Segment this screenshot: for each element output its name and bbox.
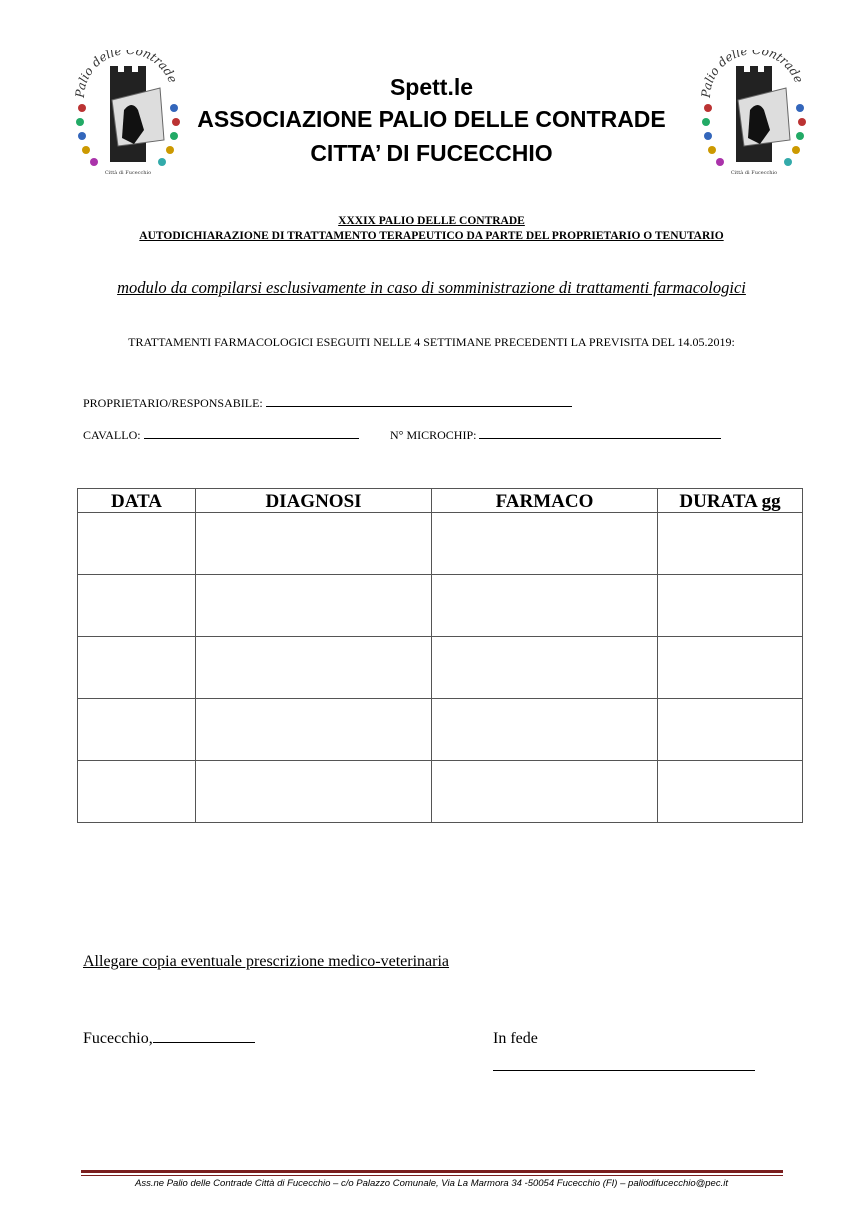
treatments-intro: TRATTAMENTI FARMACOLOGICI ESEGUITI NELLE 4 SETTIMANE PRECEDENTI LA PREVISITA DEL 14.05.2019:	[128, 335, 735, 349]
table-cell[interactable]	[432, 513, 658, 575]
table-cell[interactable]	[78, 699, 196, 761]
microchip-input-line[interactable]	[479, 428, 721, 439]
footer-rule-thick	[81, 1170, 783, 1173]
footer-rule-thin	[81, 1175, 783, 1176]
table-cell[interactable]	[78, 637, 196, 699]
table-row	[78, 575, 803, 637]
svg-text:Città di Fucecchio: Città di Fucecchio	[104, 170, 152, 176]
signature-label: In fede	[493, 1030, 538, 1047]
table-row	[78, 761, 803, 823]
svg-text:Palio delle Contrade: Palio delle Contrade	[72, 50, 180, 99]
column-header-duration: DURATA gg	[658, 489, 803, 513]
footer-address: Ass.ne Palio delle Contrade Città di Fucecchio – c/o Palazzo Comunale, Via La Marmora 34 -50054 Fucecchio (FI) – paliodifucecchio@pec.it	[135, 1178, 728, 1189]
table-cell[interactable]	[196, 637, 432, 699]
table-cell[interactable]	[196, 761, 432, 823]
column-header-drug: FARMACO	[432, 489, 658, 513]
table-cell[interactable]	[78, 575, 196, 637]
table-cell[interactable]	[432, 637, 658, 699]
table-row	[78, 699, 803, 761]
microchip-label: N° MICROCHIP:	[390, 428, 477, 442]
place-label: Fucecchio,	[83, 1030, 153, 1047]
table-cell[interactable]	[432, 761, 658, 823]
horse-input-line[interactable]	[144, 428, 359, 439]
table-cell[interactable]	[196, 699, 432, 761]
table-header-row	[78, 489, 803, 513]
horse-field	[83, 428, 359, 443]
table-cell[interactable]	[78, 761, 196, 823]
signature-line[interactable]	[493, 1070, 755, 1071]
microchip-field	[390, 428, 721, 443]
header-association-name: ASSOCIAZIONE PALIO DELLE CONTRADE	[197, 106, 666, 132]
table-cell[interactable]	[658, 637, 803, 699]
svg-text:Palio delle Contrade: Palio delle Contrade	[698, 50, 806, 99]
table-cell[interactable]	[432, 699, 658, 761]
table-row	[78, 513, 803, 575]
svg-text:Città di Fucecchio: Città di Fucecchio	[730, 170, 778, 176]
table-row	[78, 637, 803, 699]
table-cell[interactable]	[658, 513, 803, 575]
column-header-diagnosis: DIAGNOSI	[196, 489, 432, 513]
document-title: AUTODICHIARAZIONE DI TRATTAMENTO TERAPEUTICO DA PARTE DEL PROPRIETARIO O TENUTARIO	[139, 230, 724, 242]
owner-field	[83, 396, 572, 411]
palio-logo-right	[698, 50, 810, 178]
header-salutation: Spett.le	[389, 74, 474, 100]
table-cell[interactable]	[196, 513, 432, 575]
attach-prescription-note: Allegare copia eventuale prescrizione medico-veterinaria	[83, 953, 450, 970]
place-date-field	[83, 1030, 255, 1048]
table-cell[interactable]	[196, 575, 432, 637]
table-cell[interactable]	[78, 513, 196, 575]
date-input-line[interactable]	[153, 1032, 255, 1043]
treatments-table	[77, 488, 803, 823]
owner-label: PROPRIETARIO/RESPONSABILE:	[83, 396, 263, 410]
owner-input-line[interactable]	[266, 396, 572, 407]
header-city: CITTA’ DI FUCECCHIO	[310, 140, 553, 166]
event-title: XXXIX PALIO DELLE CONTRADE	[338, 215, 525, 227]
horse-label: CAVALLO:	[83, 428, 141, 442]
form-subtitle: modulo da compilarsi esclusivamente in caso di somministrazione di trattamenti farmacologici	[117, 278, 746, 297]
table-cell[interactable]	[432, 575, 658, 637]
column-header-date: DATA	[78, 489, 196, 513]
table-cell[interactable]	[658, 761, 803, 823]
table-cell[interactable]	[658, 699, 803, 761]
table-cell[interactable]	[658, 575, 803, 637]
